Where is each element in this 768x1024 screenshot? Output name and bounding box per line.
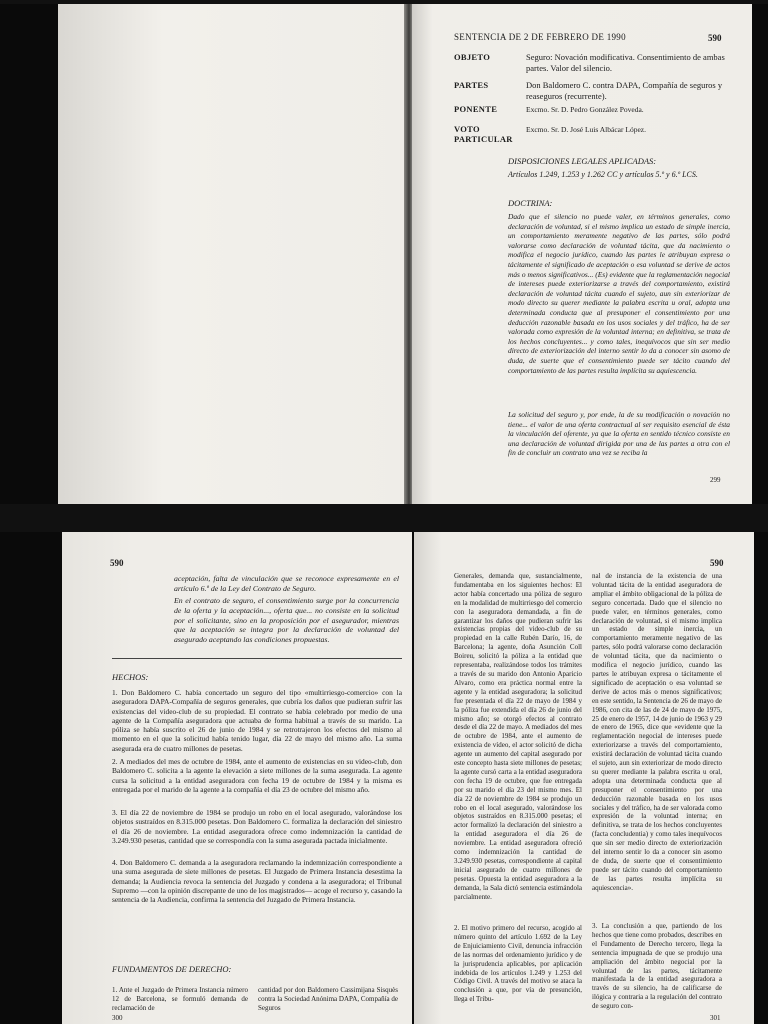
doctrina-title: DOCTRINA:	[508, 198, 553, 208]
right-col1: Generales, demanda que, sustancialmente, fundamentaba en los siguientes hechos: El actor había concertado una póliza de seguro en la modalidad de multirriesgo del comercio con la aseguradora demandada, a fin de garantizar los daños que pudieran sufrir las existencias propias del video-club de su propiedad en la calle Rubén Darío, 16, de Barcelona; la agente, doña Asunción Coll Boireu, solicitó la póliza a la entidad que representaba, realizándose todos los trámites a través de su marido don Antonio Aparicio Alvaro, como era práctica normal entre la agente y la entidad aseguradora; la solicitud fue presentada el día 22 de mayo de 1984 y la póliza fue extendida el día 26 de junio del mismo año; se otorgó efectos al contrato desde el día 22 de mayo. A mediados del mes de octubre de 1984, ante el aumento de existencia de vídeo, el actor solicitó de dicha agente un aumento del capital asegurado por este concepto hasta siete millones de pesetas; la agente cursó carta a la entidad aseguradora con fecha 19 de octubre, que fue entregada por su marido el día 23 del mismo mes. El día 22 de noviembre de 1984 se produjo un robo en el local asegurado, valorándose los objetos sustraídos en 8.315.000 pesetas; el actor formalizó la declaración del siniestro a la entidad aseguradora el día 26 de noviembre. La entidad aseguradora ofreció como indemnización la cantidad de 3.249.930 pesetas, correspondiente al capital inicial asegurado de cuatro millones de pesetas. Opuesta la entidad aseguradora a la demanda, la Sala dictó sentencia estimándola parcialmente.	[454, 572, 582, 901]
folio-300: 300	[112, 1014, 123, 1022]
left-page-bottom	[62, 532, 412, 1024]
field-label-objeto: OBJETO	[454, 52, 491, 62]
page-number: 590	[708, 33, 722, 43]
right-page-top	[412, 4, 752, 504]
field-value-ponente: Excmo. Sr. D. Pedro González Poveda.	[526, 105, 644, 114]
bottom-spread	[0, 532, 768, 1024]
hecho-1: 1. Don Baldomero C. había concertado un seguro del tipo «multirriesgo-comercio» con la aseguradora DAPA-Compañía de seguros generales, que cubría los daños que pudieran sufrir las existencias del video-club de su propiedad. El contrato se había celebrado por medio de una agente de la Compañía aseguradora que actuaba de forma habitual a través de su marido. La póliza se había suscrito el 26 de junio de 1984 y se retrotrajeron los efectos del mismo al momento en el que la solicitud había tenido lugar, día 22 de mayo del mismo año. La suma asegurada era de cuatro millones de pesetas.	[112, 688, 402, 753]
divider	[112, 658, 402, 659]
intro-text: aceptación, falta de vinculación que se reconoce expresamente en el artículo 6.º de la Ley del Contrato de Seguro.	[174, 574, 399, 593]
hecho-2: 2. A mediados del mes de octubre de 1984, ante el aumento de existencias en su video-club, don Baldomero C. solicita a la agente la elevación a siete millones de la suma asegurada. La agente cursa la solicitud a la entidad aseguradora con fecha 19 de octubre de 1984 y la misma es entregada por el marido de la agente a la compañía el día 23 de octubre del mismo año.	[112, 757, 402, 794]
fundamentos-col2: cantidad por don Baldomero Cassimijana Sisquès contra la Sociedad Anónima DAPA, Compañía de Seguros	[258, 986, 398, 1012]
dispos-title: DISPOSICIONES LEGALES APLICADAS:	[508, 156, 657, 166]
page-number-left: 590	[110, 558, 124, 568]
right-col2: nal de instancia de la existencia de una voluntad tácita de la entidad aseguradora de ampliar el ámbito obligacional de la póliza de seguro concertada. Dado que el silencio no puede valer, en términos generales, como declaración de voluntad, si el mismo implica un estado de simple inercia, un comportamiento meramente negativo de las partes, sólo podrá valorarse como declaración de voluntad tácita, que da nacimiento o modifica el negocio jurídico, cuando las partes le atribuyan expresa o tácitamente el significado de aceptación o esa voluntad se derive de actos más o menos significativos; en este sentido, la Sentencia de 26 de mayo de 1986, con cita de las de 24 de mayo de 1975, 25 de enero de 1957, 14 de junio de 1963 y 29 de enero de 1965, dice que «evidente que la reglamentación negocial de intereses puede exteriorizarse a través del comportamiento, existirá declaración de voluntad tácita cuando el sujeto, aun sin exteriorizar de modo directo su querer mediante la palabra escrita u oral, adopta una determinada conducta que al presuponer el consentimiento por una deducción razonable basada en los usos sociales y del tráfico, ha de ser valorada como expresión de la voluntad interna; en definitiva, se trata de los hechos concluyentes (facta concludentia) y como tales inequívocos que sin ser medio directo de exteriorización del interno sentir lo da a conocer sin asomo de duda, de suerte que el consentimiento puede ser tácito cuando del comportamiento de las partes resulta implícita su aquiescencia».	[592, 572, 722, 892]
field-value-voto: Excmo. Sr. D. José Luis Albácar López.	[526, 125, 646, 134]
page-number-right: 590	[710, 558, 724, 568]
doctrina-p2: La solicitud del seguro y, por ende, la de su modificación o novación no tiene... el valor de una oferta contractual al ser requisito esencial de ésta la vinculación del oferente, ya que la oferta en sentido técnico consiste en una declaración de voluntad dirigida por una de las partes a otra con el fin de concluir un contrato una vez se reciba la	[508, 410, 730, 458]
hechos-title: HECHOS:	[112, 672, 149, 682]
right-col1-motivo: 2. El motivo primero del recurso, acogido al número quinto del artículo 1.692 de la Ley de Enjuiciamiento Civil, denuncia infracción de las normas del ordenamiento jurídico y de la jurisprudencia aplicables, por aplicación indebida de los artículos 1.249 y 1.253 del Código Civil. A través del motivo se ataca la conclusión a que, por vía de presunción, llega el Tribu-	[454, 924, 582, 1004]
field-value-partes: Don Baldomero C. contra DAPA, Compañía de seguros y reaseguros (recurrente).	[526, 80, 723, 101]
top-spread	[0, 4, 768, 504]
field-value-objeto: Seguro: Novación modificativa. Consentimiento de ambas partes. Valor del silencio.	[526, 52, 725, 73]
dispos-text: Artículos 1.249, 1.253 y 1.262 CC y artículos 5.º y 6.º LCS.	[508, 170, 698, 179]
right-col2-conclusion: 3. La conclusión a que, partiendo de los hechos que tiene como probados, describes en el Fundamento de Derecho tercero, llega la sentencia impugnada de que se produjo una ampliación del ámbito negocial por la voluntad de las partes, tácitamente manifestada la de la entidad aseguradora a través de su silencio, ha de calificarse de ilógica y contraria a la regulación del contrato de seguro con-	[592, 922, 722, 1011]
hecho-3: 3. El día 22 de noviembre de 1984 se produjo un robo en el local asegurado, valorándose los objetos sustraídos en 8.315.000 pesetas. Don Baldomero C. formaliza la declaración del siniestro el día 26 de noviembre. La entidad aseguradora ofrece como indemnización la cantidad de 3.249.930 pesetas, cantidad que se correspondía con la suma asegurada pactada inicialmente.	[112, 808, 402, 845]
folio-301: 301	[710, 1014, 721, 1022]
field-label-partes: PARTES	[454, 80, 489, 90]
running-header: SENTENCIA DE 2 DE FEBRERO DE 1990	[454, 32, 626, 42]
intro-text-2: En el contrato de seguro, el consentimiento surge por la concurrencia de la oferta y la aceptación..., oferta que... no consiste en la solicitud por el solicitante, sino en la proposición por el asegurador, mientras que la aceptación se integra por la declaración de voluntad del asegurado aceptando las condiciones propuestas.	[174, 596, 399, 645]
blank-left-page	[58, 4, 408, 504]
fundamentos-title: FUNDAMENTOS DE DERECHO:	[112, 964, 232, 974]
doctrina-p1: Dado que el silencio no puede valer, en términos generales, como declaración de voluntad, si el mismo implica un estado de simple inercia, un comportamiento meramente negativo de las partes, sólo podrá valorarse como declaración de voluntad tácita, que da nacimiento o modifica el negocio jurídico, cuando las partes le atribuyan expresa o tácitamente el significado de aceptación o esa voluntad se derive de actos más o menos significativos... (Es) evidente que la reglamentación negocial de intereses puede exteriorizarse a través del comportamiento, existirá declaración de voluntad tácita cuando el sujeto, aun sin exteriorizar de modo directo su querer mediante la palabra escrita u oral, adopta una determinada conducta que al presuponer el consentimiento por una deducción razonable basada en los usos sociales y del tráfico, ha de ser valorada como expresión de la voluntad interna; en definitiva, se trata de los hechos concluyentes... y como tales, inequívocos que sin ser medio directo de exteriorización del interno sentir lo da a conocer sin asomo de duda, de suerte que el consentimiento puede ser tácito cuando del comportamiento de las partes resulta implícita su aquiescencia.	[508, 212, 730, 375]
right-page-bottom	[414, 532, 754, 1024]
folio-299: 299	[710, 476, 721, 484]
field-label-ponente: PONENTE	[454, 104, 498, 114]
fundamentos-col1: 1. Ante el Juzgado de Primera Instancia número 12 de Barcelona, se formuló demanda de reclamación de	[112, 986, 248, 1012]
hecho-4: 4. Don Baldomero C. demanda a la aseguradora reclamando la indemnización correspondiente a una suma asegurada de siete millones de pesetas. El Juzgado de Primera Instancia desestima la demanda; la Audiencia revoca la sentencia del Juzgado y condena a la aseguradora; el Tribunal Supremo —con la opinión discrepante de uno de los magistrados— acoge el recurso y, casando la sentencia de la Audiencia, confirma la sentencia del Juzgado de Primera Instancia.	[112, 858, 402, 905]
field-label-voto: VOTO PARTICULAR	[454, 124, 513, 144]
